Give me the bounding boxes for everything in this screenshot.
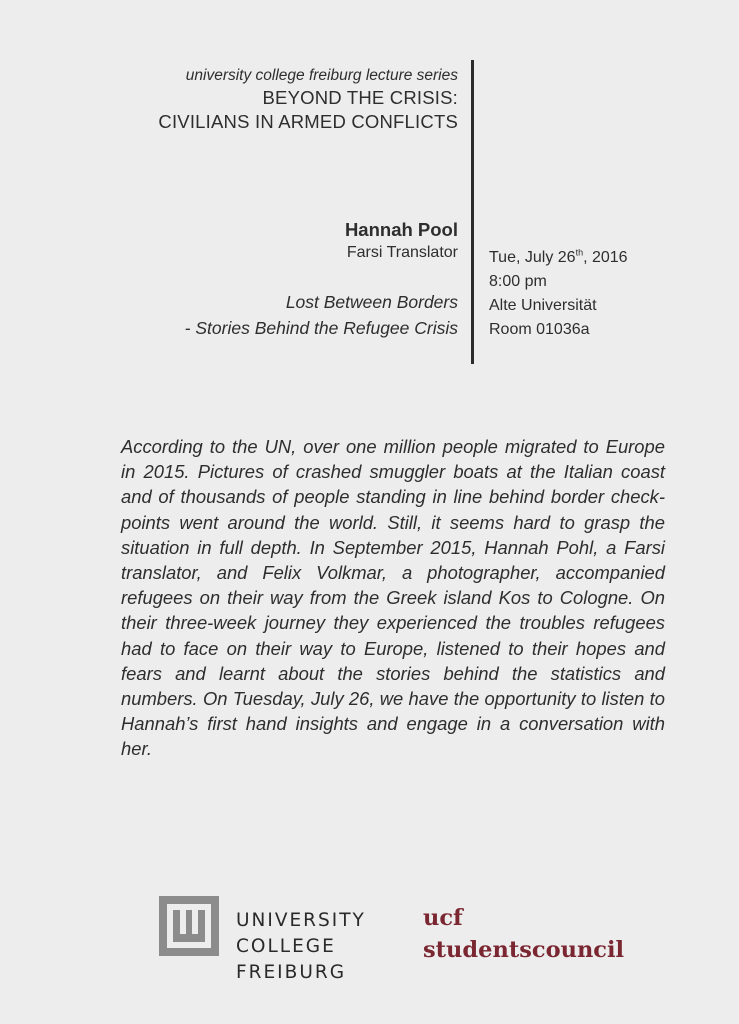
council-line1: ucf: [423, 905, 463, 931]
speaker-block: [38, 218, 458, 263]
ucf-square-logo-icon: [159, 896, 219, 956]
event-venue: Alte Universität: [489, 297, 597, 314]
lecture-header: [38, 66, 458, 134]
talk-title-line2: - Stories Behind the Refugee Crisis: [184, 318, 458, 338]
students-council-wordmark: [423, 902, 624, 966]
wordmark-line3: FREIBURG: [236, 962, 347, 983]
series-title-line1: BEYOND THE CRISIS:: [262, 87, 458, 108]
event-details: [489, 246, 719, 342]
wordmark-line1: UNIVERSITY: [236, 910, 366, 931]
event-time: 8:00 pm: [489, 273, 547, 290]
vertical-divider: [471, 60, 474, 364]
university-wordmark: [236, 908, 366, 986]
speaker-name: Hannah Pool: [344, 219, 458, 240]
wordmark-line2: COLLEGE: [236, 936, 336, 957]
series-title-line2: CIVILIANS IN ARMED CONFLICTS: [158, 111, 458, 132]
council-line2: studentscouncil: [423, 937, 625, 963]
event-date-main: Tue, July 26: [489, 249, 576, 266]
talk-title: [38, 289, 458, 341]
event-date-ordinal: th: [575, 247, 584, 258]
event-date: [489, 246, 719, 270]
event-date-year: , 2016: [583, 249, 628, 266]
series-name: university college freiburg lecture series: [185, 67, 458, 84]
speaker-role: Farsi Translator: [346, 244, 458, 261]
event-room: Room 01036a: [489, 321, 590, 338]
talk-title-line1: Lost Between Borders: [285, 292, 458, 312]
abstract-text: According to the UN, over one million people migrated to Europe in 2015. Pictures of crashed smuggler boats at the Italian coast and of thousands of people standing in line behind border checkpoints went around the world. Still, it seems hard to grasp the situation in full depth. In September 2015, Hannah Pohl, a Farsi translator, and Felix Volkmar, a photographer, accompanied refugees on their way from the Greek island Kos to Cologne. On their three-week journey they experienced the troubles refugees had to face on their way to Europe, listened to their hopes and fears and learnt about the stories behind the statistics and numbers. On Tuesday, July 26, we have the opportunity to listen to Hannah’s first hand insights and engage in a conversation with her.: [121, 436, 665, 760]
